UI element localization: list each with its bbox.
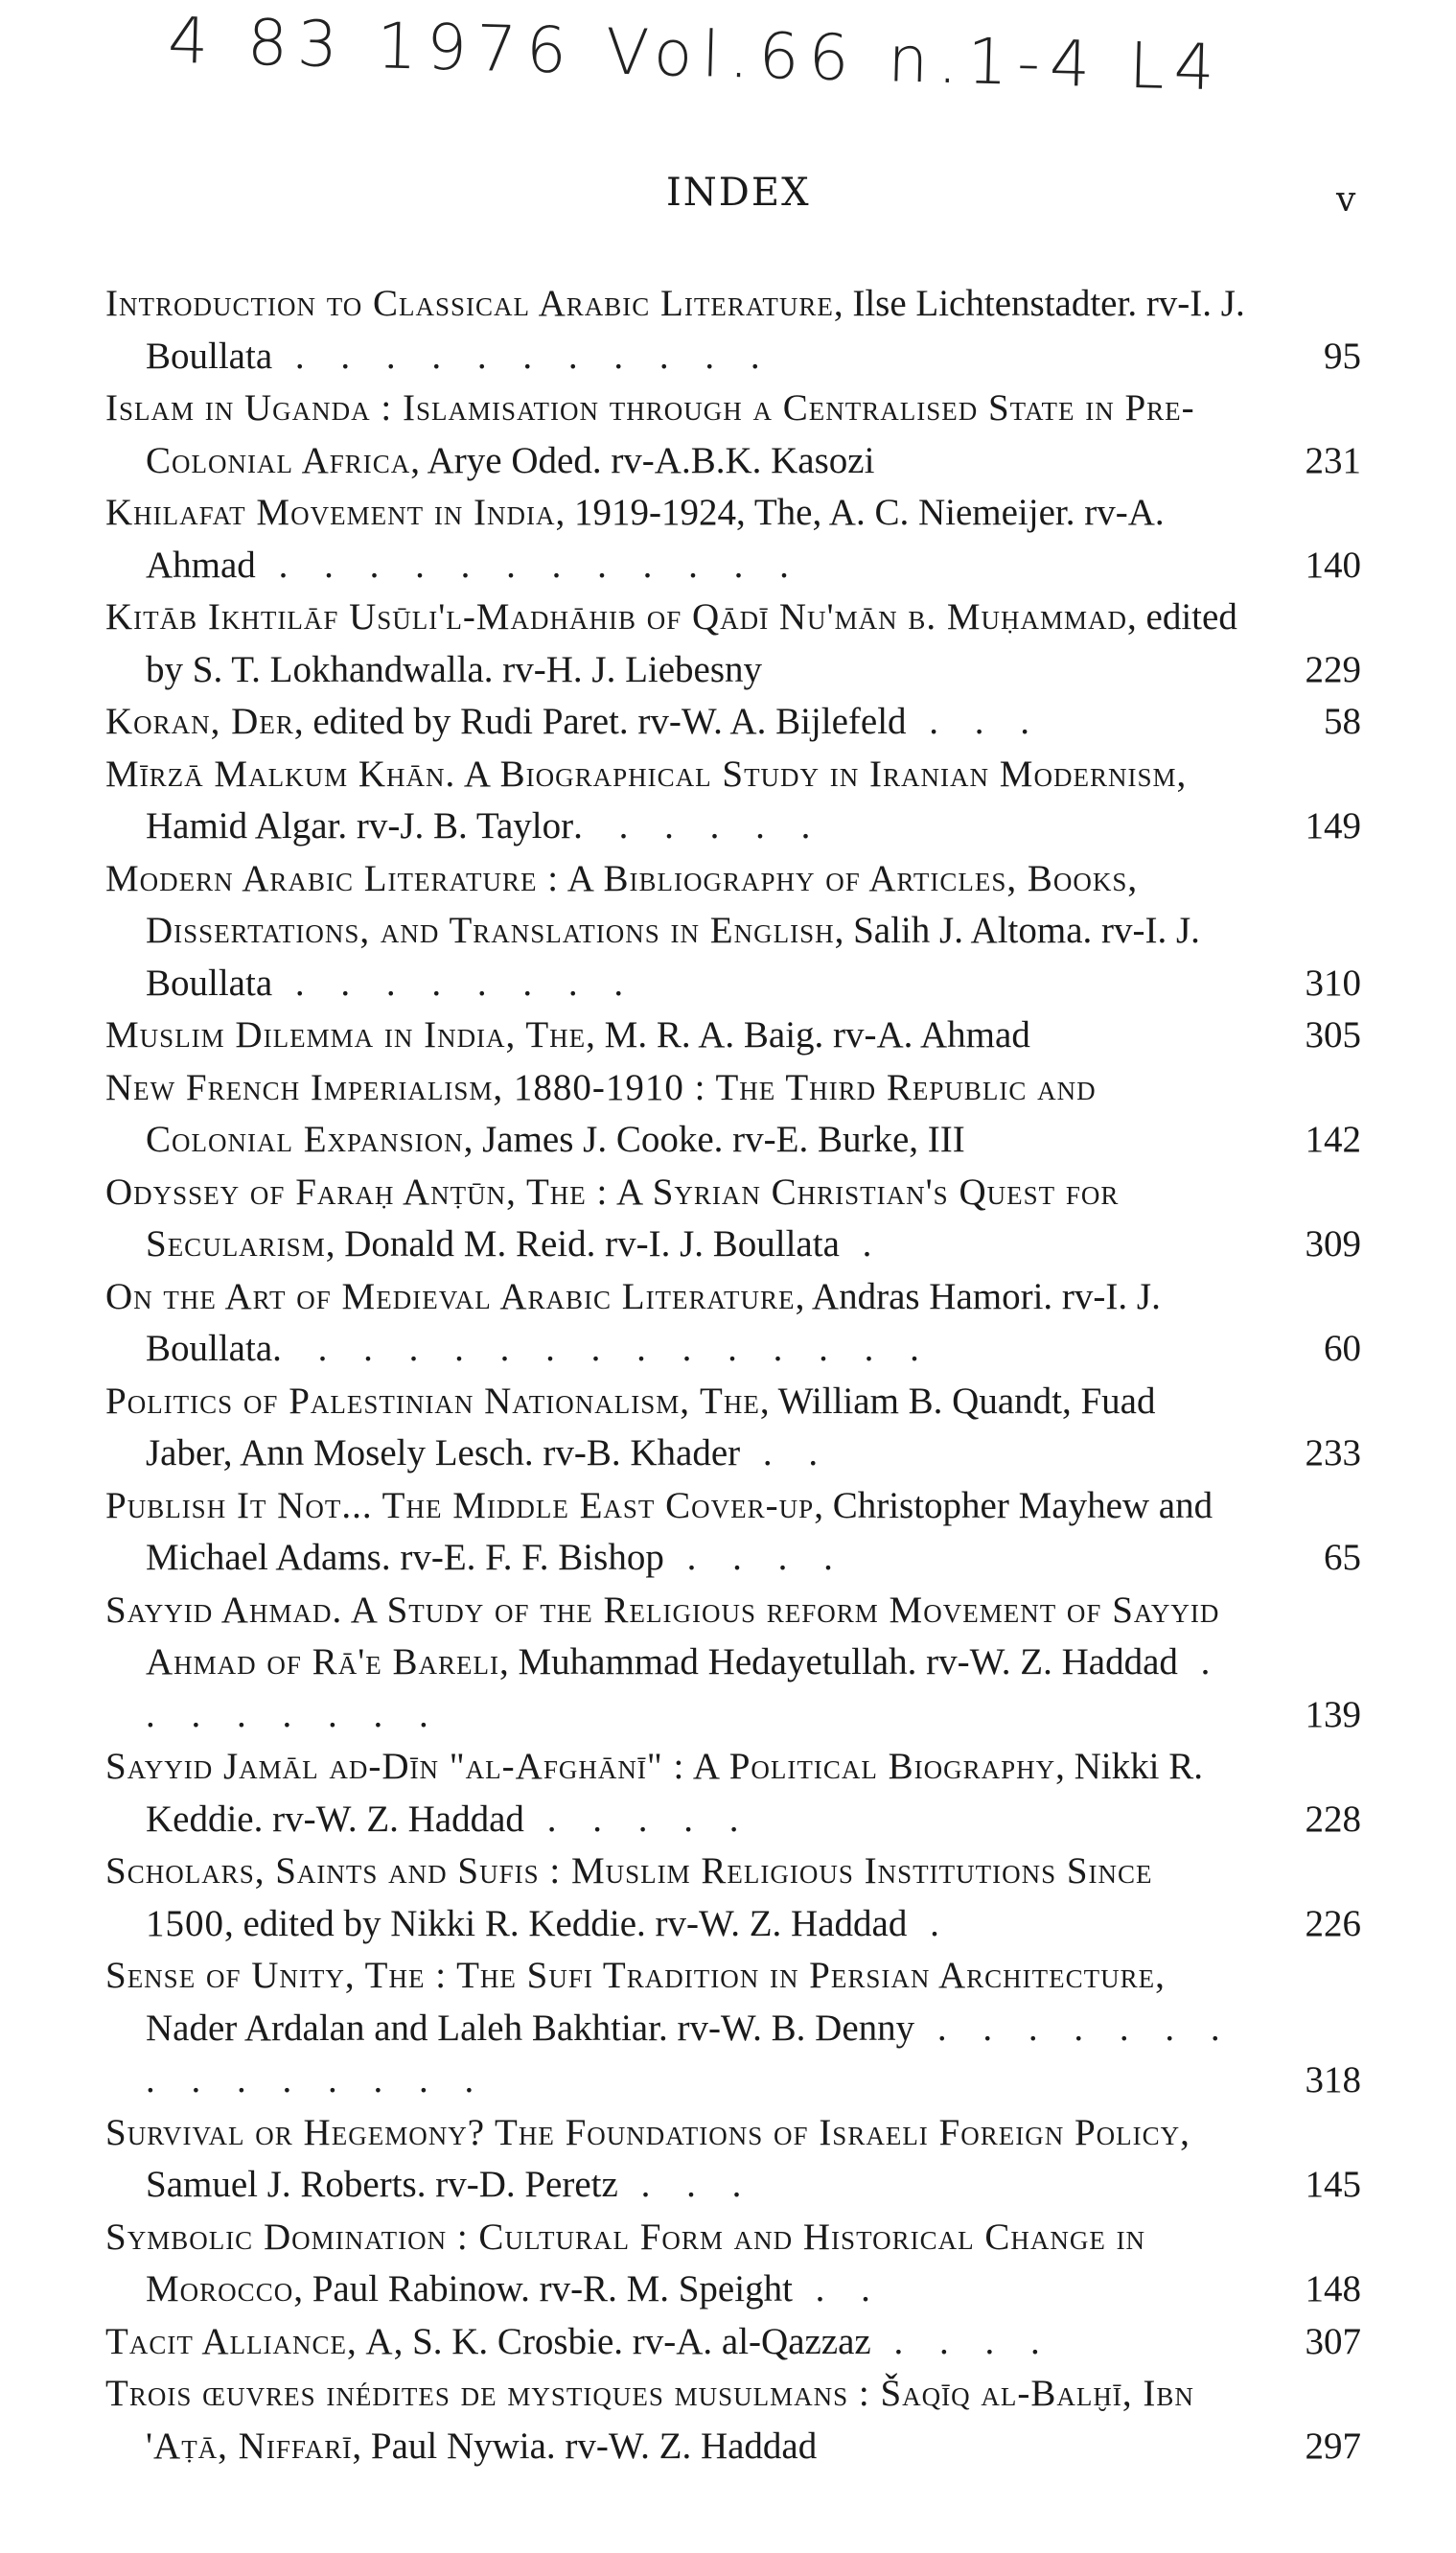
index-entry	[105, 487, 1361, 592]
index-entry	[105, 2316, 1361, 2369]
entry-details: , Donald M. Reid. rv-I. J. Boullata	[325, 1223, 840, 1265]
entry-page-number: 95	[1324, 335, 1361, 377]
entry-page-number: 139	[1305, 1693, 1361, 1735]
index-entry	[105, 1585, 1361, 1742]
entry-title: Koran, Der	[105, 701, 294, 742]
page-number: v	[1336, 180, 1356, 220]
dot-leader: . . . . . . . . . . . . . . .	[272, 1328, 933, 1369]
entry-page-number: 231	[1305, 439, 1361, 481]
entry-page-number: 310	[1305, 962, 1361, 1004]
entry-text	[105, 278, 1275, 383]
entry-page-number: 226	[1305, 1902, 1361, 1944]
entry-title: Introduction to Classical Arabic Literature	[105, 283, 834, 324]
entry-text	[105, 1010, 1275, 1062]
entry-text	[105, 2107, 1275, 2212]
entry-details: , Paul Nywia. rv-W. Z. Haddad	[352, 2425, 818, 2467]
entry-text	[105, 1845, 1275, 1950]
index-entry	[105, 1480, 1361, 1585]
entry-details: , edited by S. T. Lokhandwalla. rv-H. J. Liebesny	[146, 596, 1237, 690]
entry-title: Scholars, Saints and Sufis : Muslim Religious Institutions Since 1500	[105, 1850, 1153, 1944]
entry-page-number: 58	[1324, 701, 1361, 742]
index-entry	[105, 1062, 1361, 1167]
entry-details: , Andras Hamori. rv-I. J. Boullata	[146, 1275, 1161, 1369]
entry-details: , Muhammad Hedayetullah. rv-W. Z. Haddad	[498, 1641, 1178, 1683]
dot-leader: . . .	[906, 701, 1044, 742]
entry-title: Tacit Alliance, A	[105, 2320, 394, 2362]
entry-details: , Ilse Lichtenstadter. rv-I. J. Boullata	[146, 283, 1245, 377]
entry-title: Kitāb Ikhtilāf Usūli'l-Madhāhib of Qādī Nu'mān b. Muḥammad	[105, 596, 1128, 638]
entry-details: , edited by Nikki R. Keddie. rv-W. Z. Haddad	[224, 1902, 908, 1944]
entry-title: Mīrzā Malkum Khān. A Biographical Study in Iranian Modernism	[105, 753, 1177, 795]
entry-text	[105, 592, 1275, 696]
dot-leader: . . .	[617, 2164, 755, 2205]
entry-text	[105, 1271, 1275, 1376]
entry-details: , M. R. A. Baig. rv-A. Ahmad	[586, 1014, 1030, 1056]
entry-details: , 1919-1924, The, A. C. Niemeijer. rv-A. Ahmad	[146, 492, 1165, 586]
entry-text	[105, 696, 1275, 749]
entry-text	[105, 1741, 1275, 1845]
entry-page-number: 229	[1305, 648, 1361, 690]
entry-text	[105, 2212, 1275, 2316]
entry-details: , Samuel J. Roberts. rv-D. Peretz	[146, 2111, 1190, 2205]
index-entry	[105, 1010, 1361, 1062]
index-entry	[105, 592, 1361, 696]
entry-title: Sayyid Jamāl ad-Dīn "al-Afghānī" : A Political Biography	[105, 1746, 1056, 1787]
entry-details: , Salih J. Altoma. rv-I. J. Boullata	[146, 910, 1200, 1004]
entry-page-number: 228	[1305, 1798, 1361, 1840]
entry-title: Muslim Dilemma in India, The	[105, 1014, 587, 1056]
index-entry	[105, 1741, 1361, 1845]
entry-title: Publish It Not... The Middle East Cover-up	[105, 1484, 815, 1526]
dot-leader: .	[907, 1902, 953, 1944]
index-entry	[105, 2212, 1361, 2316]
dot-leader: . . . .	[870, 2320, 1053, 2362]
entry-page-number: 149	[1305, 805, 1361, 847]
index-entry	[105, 383, 1361, 487]
index-entry	[105, 749, 1361, 853]
entry-title: Survival or Hegemony? The Foundations of Israeli Foreign Policy	[105, 2111, 1181, 2153]
entry-title: Khilafat Movement in India	[105, 492, 556, 533]
page-title: INDEX	[666, 171, 811, 215]
entry-text	[105, 1062, 1275, 1167]
entry-text	[105, 1376, 1275, 1480]
entry-title: Symbolic Domination : Cultural Form and Historical Change in Morocco	[105, 2216, 1146, 2309]
entry-title: Islam in Uganda : Islamisation through a Centralised State in Pre-Colonial Africa	[105, 387, 1195, 481]
entry-title: On the Art of Medieval Arabic Literature	[105, 1275, 796, 1317]
dot-leader: . . . . .	[523, 1798, 752, 1840]
entry-details: , Nader Ardalan and Laleh Bakhtiar. rv-W. B. Denny	[146, 1955, 1165, 2049]
dot-leader: . . . . . . . .	[146, 1641, 1224, 1735]
page-header	[0, 171, 1456, 228]
entry-page-number: 233	[1305, 1432, 1361, 1474]
entry-page-number: 318	[1305, 2059, 1361, 2100]
dot-leader: . . . . . . . . . . . .	[255, 544, 802, 586]
entry-details: , Hamid Algar. rv-J. B. Taylor	[146, 753, 1187, 847]
entry-details: , James J. Cooke. rv-E. Burke, III	[463, 1119, 965, 1160]
entry-page-number: 309	[1305, 1223, 1361, 1265]
index-entry	[105, 1845, 1361, 1950]
entry-page-number: 297	[1305, 2425, 1361, 2467]
dot-leader: . . . . . . . . . . .	[272, 335, 774, 377]
index-entry	[105, 853, 1361, 1010]
entry-page-number: 142	[1305, 1119, 1361, 1160]
entry-page-number: 65	[1324, 1537, 1361, 1578]
index-entry	[105, 278, 1361, 383]
index-list	[105, 278, 1361, 2472]
entry-page-number: 148	[1305, 2268, 1361, 2309]
entry-text	[105, 1585, 1275, 1742]
entry-page-number: 307	[1305, 2320, 1361, 2362]
index-entry	[105, 1167, 1361, 1271]
entry-title: Trois œuvres inédites de mystiques musulmans : Šaqīq al-Balḫī, Ibn 'Aṭā, Niffarī	[105, 2373, 1194, 2467]
dot-leader: . . . . . .	[573, 805, 824, 847]
entry-text	[105, 383, 1275, 487]
entry-text	[105, 2368, 1275, 2472]
entry-text	[105, 749, 1275, 853]
handwritten-annotation: 4 83 1976 Vol.66 n.1-4 L4	[167, 3, 1225, 105]
entry-page-number: 140	[1305, 544, 1361, 586]
dot-leader: .	[839, 1223, 886, 1265]
dot-leader: . . . . . . . . . . . . . . .	[146, 2007, 1234, 2100]
index-entry	[105, 696, 1361, 749]
index-entry	[105, 2107, 1361, 2212]
entry-page-number: 145	[1305, 2164, 1361, 2205]
entry-details: , Christopher Mayhew and Michael Adams. rv-E. F. F. Bishop	[146, 1484, 1213, 1578]
dot-leader: . . . .	[663, 1537, 846, 1578]
entry-details: , Arye Oded. rv-A.B.K. Kasozi	[410, 439, 875, 481]
index-entry	[105, 1376, 1361, 1480]
entry-text	[105, 1950, 1275, 2107]
entry-title: Modern Arabic Literature : A Bibliography of Articles, Books, Dissertations, and Translations in English	[105, 857, 1139, 951]
entry-text	[105, 1167, 1275, 1271]
dot-leader: . .	[792, 2268, 884, 2309]
entry-text	[105, 853, 1275, 1010]
entry-text	[105, 1480, 1275, 1585]
entry-details: , edited by Rudi Paret. rv-W. A. Bijlefeld	[293, 701, 907, 742]
dot-leader: . .	[740, 1432, 832, 1474]
entry-title: Odyssey of Faraḥ Anṭūn, The : A Syrian Christian's Quest for Secularism	[105, 1171, 1120, 1265]
entry-details: , William B. Quandt, Fuad Jaber, Ann Mosely Lesch. rv-B. Khader	[146, 1380, 1156, 1474]
index-entry	[105, 1271, 1361, 1376]
entry-title: Sense of Unity, The : The Sufi Tradition in Persian Architecture	[105, 1955, 1156, 1996]
entry-title: Politics of Palestinian Nationalism, The	[105, 1380, 760, 1422]
entry-details: , Nikki R. Keddie. rv-W. Z. Haddad	[146, 1746, 1203, 1840]
entry-text	[105, 2316, 1275, 2369]
entry-title: New French Imperialism, 1880-1910 : The Third Republic and Colonial Expansion	[105, 1066, 1097, 1160]
entry-details: , S. K. Crosbie. rv-A. al-Qazzaz	[393, 2320, 871, 2362]
index-entry	[105, 2368, 1361, 2472]
entry-title: Sayyid Ahmad. A Study of the Religious reform Movement of Sayyid Ahmad of Rā'e Bareli	[105, 1589, 1220, 1683]
index-entry	[105, 1950, 1361, 2107]
entry-text	[105, 487, 1275, 592]
entry-page-number: 305	[1305, 1014, 1361, 1056]
dot-leader: . . . . . . . .	[272, 962, 637, 1004]
entry-page-number: 60	[1324, 1328, 1361, 1369]
entry-details: , Paul Rabinow. rv-R. M. Speight	[293, 2268, 793, 2309]
